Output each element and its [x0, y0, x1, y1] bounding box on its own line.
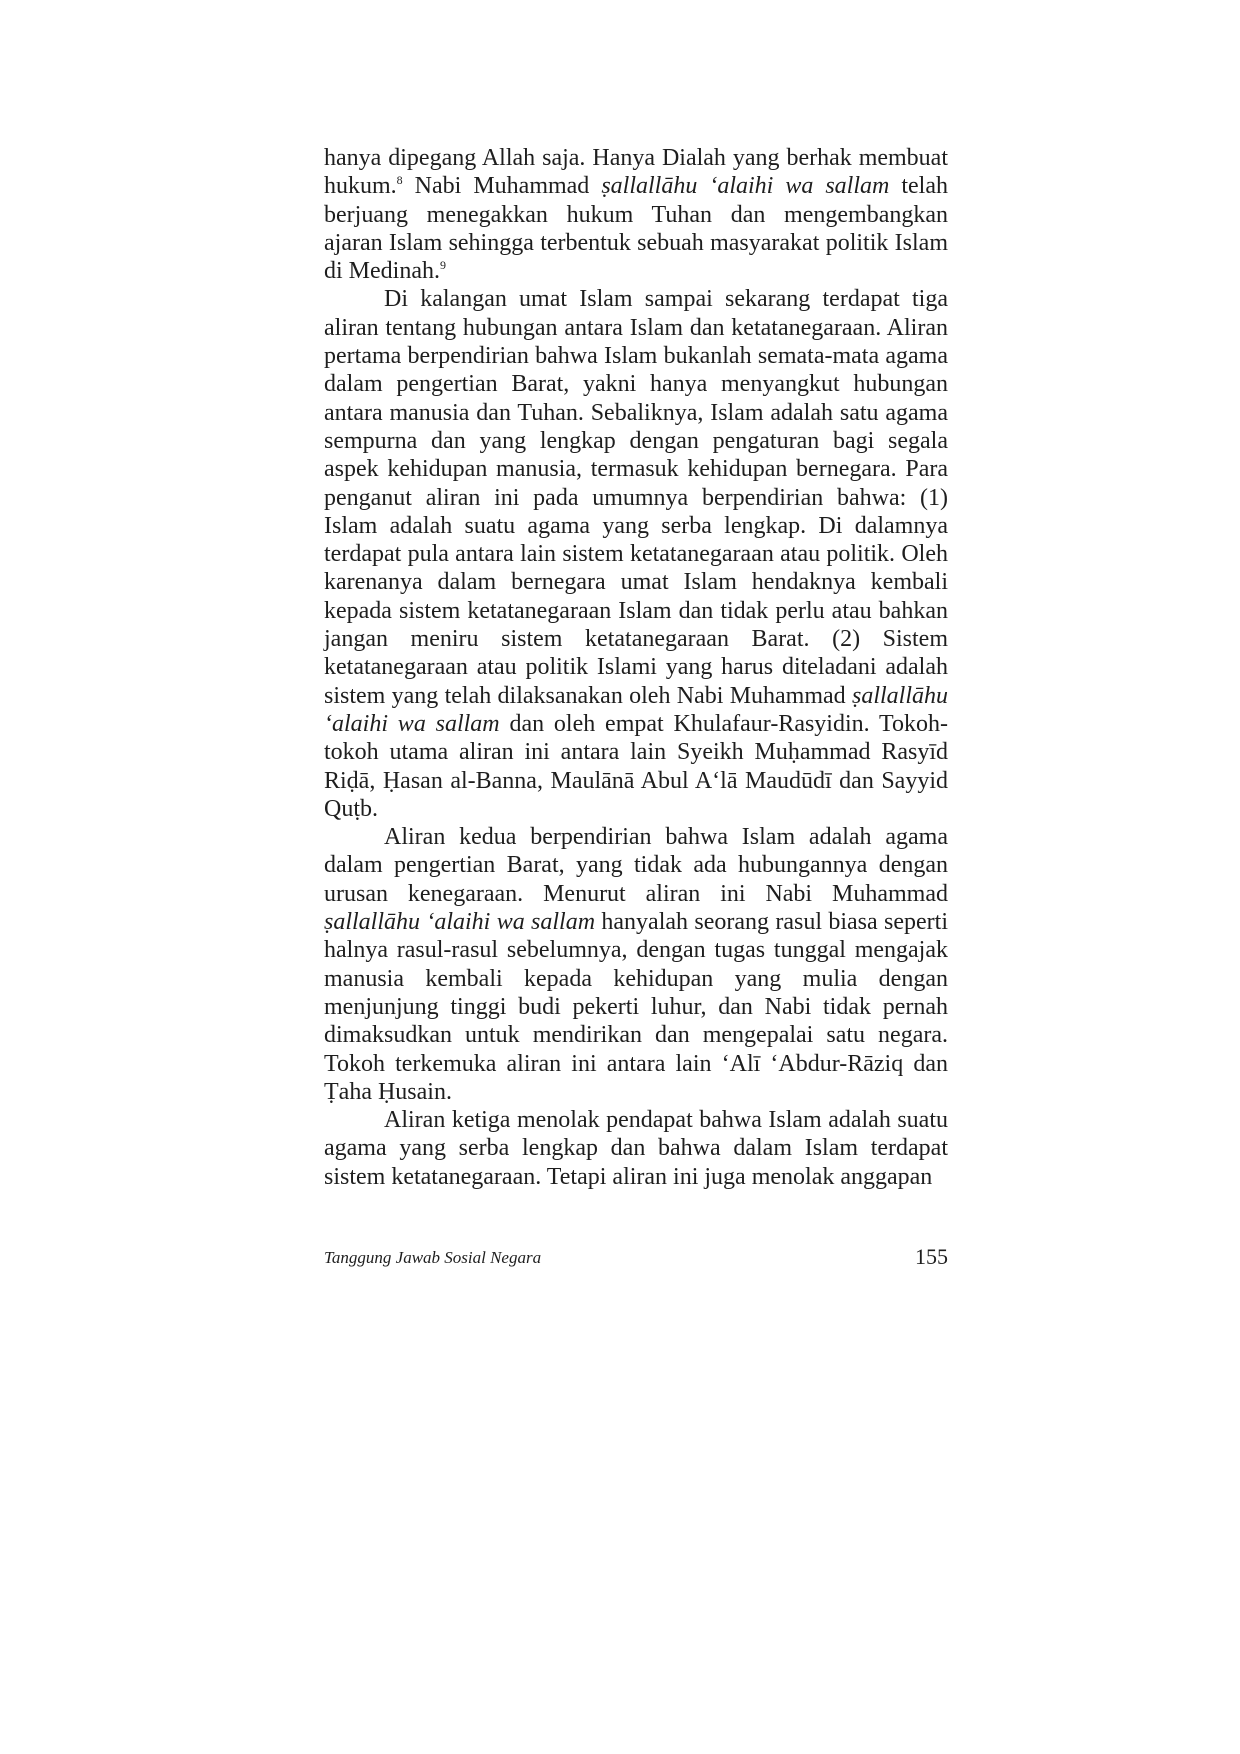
p1-text-c: telah berjuang menegakkan hukum Tuhan dan mengembangkan ajaran Islam sehingga terbentuk sebuah masyarakat politik Islam di Medinah.: [324, 173, 948, 285]
running-footer-title: Tanggung Jawab Sosial Negara: [324, 1248, 542, 1267]
body-text: [324, 144, 948, 1191]
p3-honorific: ṣallallāhu ‘alaihi wa sallam: [324, 909, 596, 936]
footnote-ref-9: 9: [439, 258, 446, 273]
paragraph-3: [324, 823, 948, 1106]
p3-text-a: Aliran kedua berpendirian bahwa Islam adalah agama dalam pengertian Barat, yang tidak ada hubungannya dengan urusan kenegaraan. Menurut aliran ini Nabi Muhammad: [324, 824, 948, 907]
paragraph-4: [324, 1106, 948, 1191]
p1-honorific: ṣallallāhu ‘alaihi wa sallam: [601, 173, 890, 200]
p2-text-b: dan oleh empat Khulafaur-Rasyidin. Tokoh-tokoh utama aliran ini antara lain Syeikh Muḥammad Rasyīd Riḍā, Ḥasan al-Banna, Maulānā Abul A‘lā Maudūdī dan Sayyid Quṭb.: [324, 710, 948, 822]
p2-text-a: Di kalangan umat Islam sampai sekarang terdapat tiga aliran tentang hubungan antara Islam dan ketatanegaraan. Aliran pertama berpendirian bahwa Islam bukanlah semata-mata agama dalam pengertian Barat, yakni hanya menyangkut hubungan antara manusia dan Tuhan. Sebaliknya, Islam adalah satu agama sempurna dan yang lengkap dengan pengaturan bagi segala aspek kehidupan manusia, termasuk kehidupan bernegara. Para penganut aliran ini pada umumnya berpendirian bahwa: (1) Islam adalah suatu agama yang serba lengkap. Di dalamnya terdapat pula antara lain sistem ketatanegaraan atau politik. Oleh karenanya dalam bernegara umat Islam hendaknya kembali kepada sistem ketatanegaraan Islam dan tidak perlu atau bahkan jangan meniru sistem ketatanegaraan Barat. (2) Sistem ketatanegaraan atau politik Islami yang harus diteladani adalah sistem yang telah dilaksanakan oleh Nabi Muhammad: [324, 286, 948, 709]
p3-text-b: hanyalah seorang rasul biasa seperti halnya rasul-rasul sebelumnya, dengan tugas tunggal mengajak manusia kembali kepada kehidupan yang mulia dengan menjunjung tinggi budi pekerti luhur, dan Nabi tidak pernah dimaksudkan untuk mendirikan dan mengepalai satu negara. Tokoh terkemuka aliran ini antara lain ‘Alī ‘Abdur-Rāziq dan Ṭaha Ḥusain.: [324, 909, 948, 1105]
p2-honorific: ṣallallāhu ‘alaihi wa sallam: [324, 682, 948, 737]
paragraph-2: [324, 285, 948, 823]
paragraph-1: [324, 144, 948, 285]
page-number: 155: [915, 1244, 948, 1269]
page-footer: [324, 1244, 948, 1274]
footnote-ref-8: 8: [396, 173, 403, 188]
p1-text-b: Nabi Muhammad: [402, 173, 602, 200]
p4-text-a: Aliran ketiga menolak pendapat bahwa Islam adalah suatu agama yang serba lengkap dan bahwa dalam Islam terdapat sistem ketatanegaraan. Tetapi aliran ini juga menolak anggapan: [324, 1107, 948, 1190]
p1-text-a: hanya dipegang Allah saja. Hanya Dialah yang berhak membuat hukum.: [324, 145, 948, 200]
